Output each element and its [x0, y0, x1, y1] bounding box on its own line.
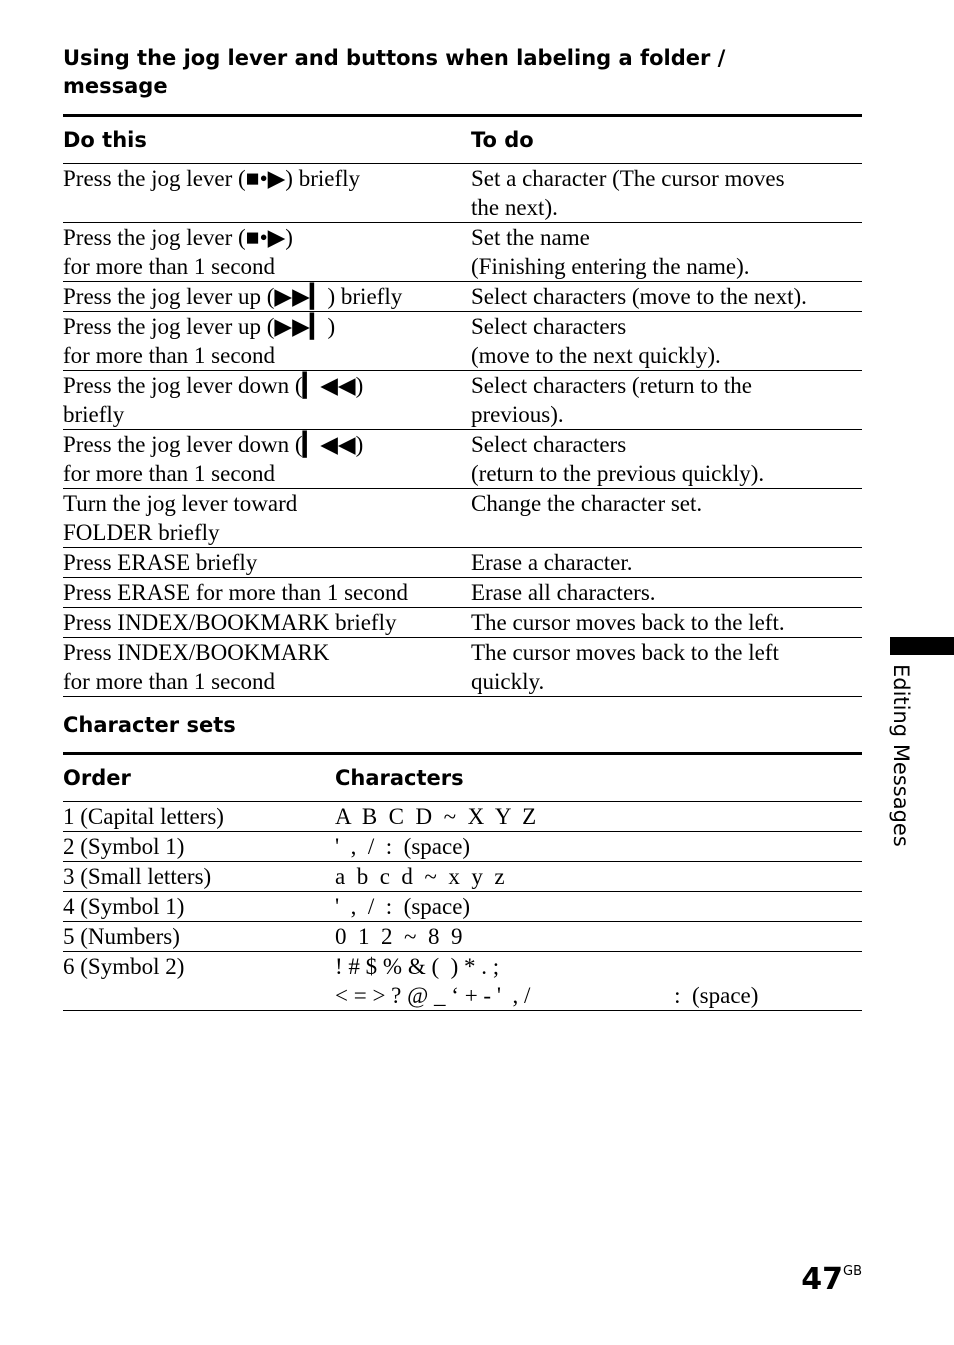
page-number: [801, 1262, 862, 1297]
do-this-cell: Turn the jog lever toward FOLDER briefly: [63, 489, 471, 548]
order-cell: 3 (Small letters): [63, 862, 335, 892]
order-cell: 5 (Numbers): [63, 922, 335, 952]
table-row: [63, 802, 862, 832]
do-this-cell: Press the jog lever down (▎◀◀) briefly: [63, 371, 471, 430]
to-do-cell: Change the character set.: [471, 489, 862, 548]
characters-cell: ' , / : (space): [335, 892, 862, 922]
characters-cell: a b c d ~ x y z: [335, 862, 862, 892]
do-this-cell: Press ERASE for more than 1 second: [63, 578, 471, 608]
section-tab-label: Editing Messages: [889, 664, 913, 847]
to-do-cell: Select characters (return to the previous quickly).: [471, 430, 862, 489]
to-do-cell: Set the name (Finishing entering the name).: [471, 223, 862, 282]
column-header-to-do: To do: [471, 116, 862, 164]
table-row: [63, 832, 862, 862]
do-this-cell: Press the jog lever (■•▶) briefly: [63, 164, 471, 223]
section-title-jog-lever: Using the jog lever and buttons when labeling a folder / message: [63, 46, 726, 98]
page-number-suffix: GB: [843, 1264, 862, 1279]
table-row: [63, 164, 862, 223]
to-do-cell: Select characters (move to the next).: [471, 282, 862, 312]
table-row: [63, 223, 862, 282]
section-title-character-sets: Character sets: [63, 713, 236, 737]
to-do-cell: The cursor moves back to the left quickly.: [471, 638, 862, 697]
table-row: [63, 430, 862, 489]
table-header-row: [63, 116, 862, 164]
column-header-do-this: Do this: [63, 116, 471, 164]
to-do-cell: Select characters (return to the previous).: [471, 371, 862, 430]
jog-lever-table: [63, 114, 862, 697]
table-header-row: [63, 754, 862, 802]
do-this-cell: Press INDEX/BOOKMARK briefly: [63, 608, 471, 638]
table-row: [63, 371, 862, 430]
to-do-cell: The cursor moves back to the left.: [471, 608, 862, 638]
section-tab-marker: [890, 637, 954, 655]
characters-cell: ' , / : (space): [335, 832, 862, 862]
table-row: [63, 578, 862, 608]
do-this-cell: Press INDEX/BOOKMARK for more than 1 second: [63, 638, 471, 697]
table-row: [63, 892, 862, 922]
do-this-cell: Press the jog lever up (▶▶▎) for more than 1 second: [63, 312, 471, 371]
column-header-order: Order: [63, 754, 335, 802]
table-row: [63, 489, 862, 548]
table-row: [63, 312, 862, 371]
table-row: [63, 952, 862, 1011]
order-cell: 1 (Capital letters): [63, 802, 335, 832]
do-this-cell: Press the jog lever (■•▶) for more than 1 second: [63, 223, 471, 282]
to-do-cell: Erase all characters.: [471, 578, 862, 608]
page-number-value: 47: [801, 1262, 843, 1297]
table-row: [63, 282, 862, 312]
to-do-cell: Erase a character.: [471, 548, 862, 578]
do-this-cell: Press the jog lever up (▶▶▎) briefly: [63, 282, 471, 312]
to-do-cell: Select characters (move to the next quickly).: [471, 312, 862, 371]
do-this-cell: Press the jog lever down (▎◀◀) for more than 1 second: [63, 430, 471, 489]
table-row: [63, 638, 862, 697]
characters-cell: 0 1 2 ~ 8 9: [335, 922, 862, 952]
do-this-cell: Press ERASE briefly: [63, 548, 471, 578]
column-header-characters: Characters: [335, 754, 862, 802]
to-do-cell: Set a character (The cursor moves the next).: [471, 164, 862, 223]
table-row: [63, 548, 862, 578]
order-cell: 6 (Symbol 2): [63, 952, 335, 1011]
characters-cell: A B C D ~ X Y Z: [335, 802, 862, 832]
table-row: [63, 922, 862, 952]
characters-cell: ! # $ % & ( ) * . ; < = > ? @ _ ‘ + - ' , / : (space): [335, 952, 862, 1011]
character-sets-table: [63, 752, 862, 1011]
table-row: [63, 862, 862, 892]
table-row: [63, 608, 862, 638]
order-cell: 4 (Symbol 1): [63, 892, 335, 922]
order-cell: 2 (Symbol 1): [63, 832, 335, 862]
